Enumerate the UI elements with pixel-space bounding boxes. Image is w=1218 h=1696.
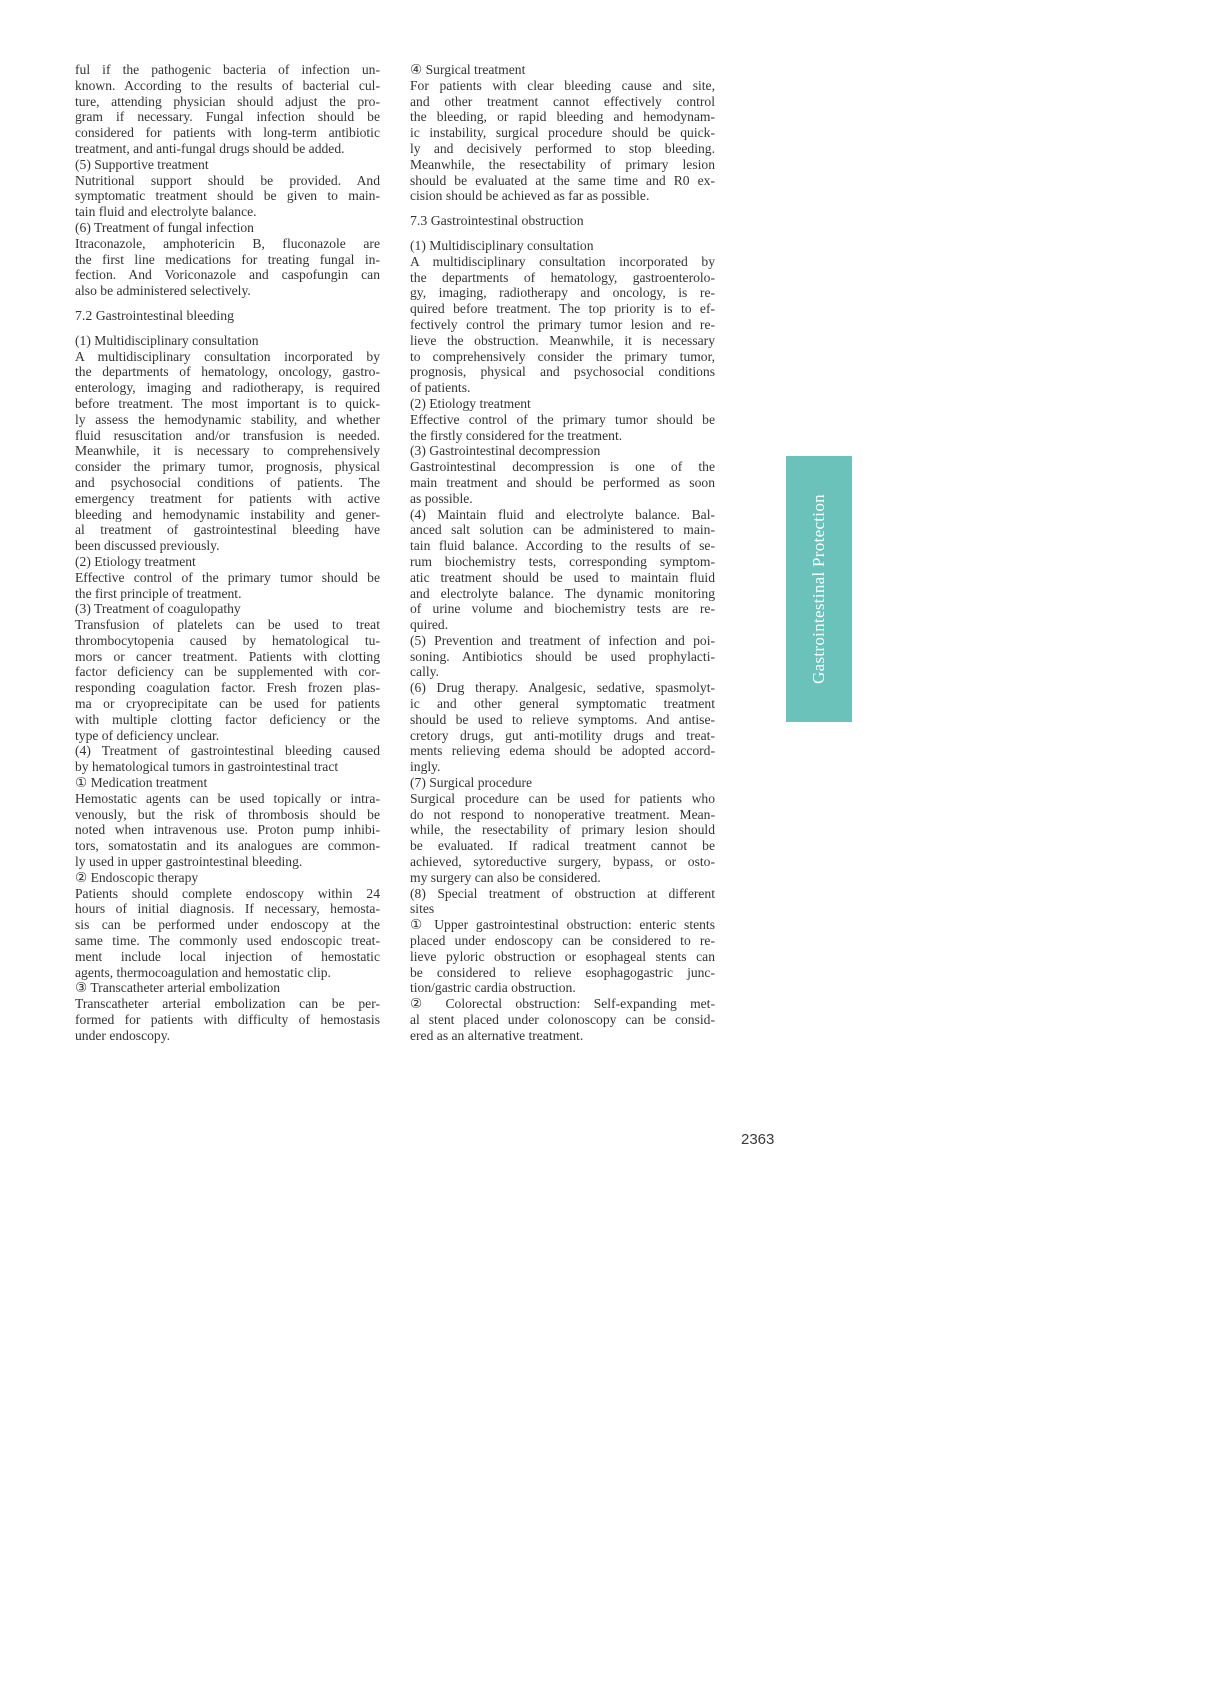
text-line: the bleeding, or rapid bleeding and hemodynam- bbox=[410, 109, 715, 125]
text-line: A multidisciplinary consultation incorporated by bbox=[410, 253, 715, 269]
text-line: (7) Surgical procedure bbox=[410, 775, 533, 791]
text-line: the departments of hematology, gastroenterolo- bbox=[410, 269, 715, 285]
text-line: (5) Prevention and treatment of infection and poi- bbox=[410, 632, 715, 648]
text-line: considered for patients with long-term antibiotic bbox=[75, 125, 380, 141]
text-line: (6) Treatment of fungal infection bbox=[75, 219, 254, 235]
text-line: by hematological tumors in gastrointestinal tract bbox=[75, 759, 339, 775]
text-line: to comprehensively consider the primary tumor, bbox=[410, 348, 715, 364]
text-line: ③ Transcatheter arterial embolization bbox=[75, 980, 281, 996]
text-line: sites bbox=[410, 901, 435, 917]
text-line: Hemostatic agents can be used topically or intra- bbox=[75, 790, 380, 806]
text-line: should be evaluated at the same time and R0 ex- bbox=[410, 172, 715, 188]
text-line: al treatment of gastrointestinal bleeding have bbox=[75, 522, 380, 538]
text-line: be evaluated. If radical treatment cannot be bbox=[410, 838, 715, 854]
text-line: gram if necessary. Fungal infection should be bbox=[75, 109, 380, 125]
text-line: of urine volume and biochemistry tests are re- bbox=[410, 601, 715, 617]
text-line: al stent placed under colonoscopy can be consid- bbox=[410, 1012, 715, 1028]
text-line: rum biochemistry tests, corresponding symptom- bbox=[410, 553, 715, 569]
text-line: the firstly considered for the treatment. bbox=[410, 427, 623, 443]
text-line: symptomatic treatment should be given to main- bbox=[75, 188, 380, 204]
text-line: hours of initial diagnosis. If necessary, hemosta- bbox=[75, 901, 380, 917]
text-line: (2) Etiology treatment bbox=[75, 553, 196, 569]
text-line: emergency treatment for patients with active bbox=[75, 490, 380, 506]
text-line: consider the primary tumor, prognosis, physical bbox=[75, 459, 380, 475]
text-line: ingly. bbox=[410, 759, 441, 775]
text-line: ④ Surgical treatment bbox=[410, 62, 526, 77]
text-line: ② Colorectal obstruction: Self-expanding met- bbox=[410, 996, 715, 1012]
text-line: ments relieving edema should be adopted accord- bbox=[410, 743, 715, 759]
text-line: sis can be performed under endoscopy at the bbox=[75, 917, 380, 933]
text-line: fluid resuscitation and/or transfusion is needed. bbox=[75, 427, 380, 443]
text-line: treatment, and anti-fungal drugs should be added. bbox=[75, 140, 345, 156]
text-line: (1) Multidisciplinary consultation bbox=[410, 237, 594, 253]
text-line: noted when intravenous use. Proton pump inhibi- bbox=[75, 822, 380, 838]
sidebar-tab-label: Gastrointestinal Protection bbox=[809, 494, 828, 684]
text-line: quired. bbox=[410, 617, 449, 633]
text-line: tors, somatostatin and its analogues are common- bbox=[75, 838, 380, 854]
text-line: lieve pyloric obstruction or esophageal stents can bbox=[410, 948, 715, 964]
text-line: ly used in upper gastrointestinal bleeding. bbox=[75, 854, 303, 870]
text-line: Effective control of the primary tumor should be bbox=[75, 569, 380, 585]
text-line: the first line medications for treating fungal in- bbox=[75, 251, 380, 267]
text-line: Patients should complete endoscopy within 24 bbox=[75, 885, 380, 901]
text-line: cision should be achieved as far as possible. bbox=[410, 188, 650, 204]
text-line: thrombocytopenia caused by hematological tu- bbox=[75, 632, 380, 648]
text-line: ① Medication treatment bbox=[75, 775, 208, 791]
text-line: ic instability, surgical procedure should be quick- bbox=[410, 125, 715, 141]
text-line: enterology, imaging and radiotherapy, is required bbox=[75, 380, 380, 396]
text-line: factor deficiency can be supplemented with cor- bbox=[75, 664, 380, 680]
text-line: (4) Maintain fluid and electrolyte balance. Bal- bbox=[410, 506, 715, 522]
text-line: my surgery can also be considered. bbox=[410, 869, 601, 885]
text-line: ered as an alternative treatment. bbox=[410, 1027, 584, 1043]
text-line: ly assess the hemodynamic stability, and whether bbox=[75, 411, 380, 427]
text-line: A multidisciplinary consultation incorporated by bbox=[75, 348, 380, 364]
sidebar-tab bbox=[786, 456, 852, 722]
left-column bbox=[75, 62, 380, 1044]
text-line: and psychosocial conditions of patients. The bbox=[75, 474, 380, 490]
text-line: Gastrointestinal decompression is one of the bbox=[410, 459, 715, 475]
text-line: (4) Treatment of gastrointestinal bleeding caused bbox=[75, 743, 380, 759]
text-line: type of deficiency unclear. bbox=[75, 727, 220, 743]
text-line: and electrolyte balance. The dynamic monitoring bbox=[410, 585, 715, 601]
text-line: Transcatheter arterial embolization can be per- bbox=[75, 996, 380, 1012]
text-line: ① Upper gastrointestinal obstruction: enteric stents bbox=[410, 917, 715, 933]
text-line: ture, attending physician should adjust the pro- bbox=[75, 93, 380, 109]
text-line: prognosis, physical and psychosocial conditions bbox=[410, 364, 715, 380]
text-line: Meanwhile, the resectability of primary lesion bbox=[410, 156, 715, 172]
text-line: venously, but the risk of thrombosis should be bbox=[75, 806, 380, 822]
text-line: atic treatment should be used to maintain fluid bbox=[410, 569, 715, 585]
text-line: tion/gastric cardia obstruction. bbox=[410, 980, 576, 996]
text-line: (3) Treatment of coagulopathy bbox=[75, 601, 241, 617]
text-line: (2) Etiology treatment bbox=[410, 395, 531, 411]
text-line: quired before treatment. The top priority is to ef- bbox=[410, 301, 715, 317]
text-line: tain fluid and electrolyte balance. bbox=[75, 204, 257, 220]
text-line: of patients. bbox=[410, 380, 471, 396]
text-line: Nutritional support should be provided. And bbox=[75, 172, 380, 188]
text-line: (5) Supportive treatment bbox=[75, 156, 209, 172]
text-line: main treatment and should be performed as soon bbox=[410, 474, 715, 490]
text-line: responding coagulation factor. Fresh frozen plas- bbox=[75, 680, 380, 696]
text-line: while, the resectability of primary lesion should bbox=[410, 822, 715, 838]
text-line: should be used to relieve symptoms. And antise- bbox=[410, 711, 715, 727]
text-line: Effective control of the primary tumor should be bbox=[410, 411, 715, 427]
text-line: (8) Special treatment of obstruction at different bbox=[410, 885, 715, 901]
text-line: bleeding and hemodynamic instability and gener- bbox=[75, 506, 380, 522]
text-line: as possible. bbox=[410, 490, 473, 506]
text-line: ful if the pathogenic bacteria of infection un- bbox=[75, 62, 380, 77]
text-line: formed for patients with difficulty of hemostasis bbox=[75, 1012, 380, 1028]
text-line: agents, thermocoagulation and hemostatic clip. bbox=[75, 964, 331, 980]
text-line: with multiple clotting factor deficiency or the bbox=[75, 711, 380, 727]
text-line: Transfusion of platelets can be used to treat bbox=[75, 617, 380, 633]
text-line: (1) Multidisciplinary consultation bbox=[75, 332, 259, 348]
text-line: the first principle of treatment. bbox=[75, 585, 242, 601]
text-line: and other treatment cannot effectively control bbox=[410, 93, 715, 109]
text-line: achieved, sytoreductive surgery, bypass, or osto- bbox=[410, 854, 715, 870]
text-line: Meanwhile, it is necessary to comprehensively bbox=[75, 443, 380, 459]
text-line: do not respond to nonoperative treatment. Mean- bbox=[410, 806, 715, 822]
text-line: (3) Gastrointestinal decompression bbox=[410, 443, 601, 459]
text-line: Surgical procedure can be used for patients who bbox=[410, 790, 715, 806]
text-line: cally. bbox=[410, 664, 439, 680]
text-line: been discussed previously. bbox=[75, 538, 220, 554]
text-line: soning. Antibiotics should be used prophylacti- bbox=[410, 648, 715, 664]
text-line: ma or cryoprecipitate can be used for patients bbox=[75, 696, 380, 712]
section-heading: 7.3 Gastrointestinal obstruction bbox=[410, 213, 584, 229]
text-line: (6) Drug therapy. Analgesic, sedative, spasmolyt- bbox=[410, 680, 715, 696]
text-line: ly and decisively performed to stop bleeding. bbox=[410, 140, 715, 156]
text-line: tain fluid balance. According to the results of se- bbox=[410, 538, 715, 554]
text-line: ② Endoscopic therapy bbox=[75, 869, 199, 885]
text-line: known. According to the results of bacterial cul- bbox=[75, 77, 380, 93]
text-line: mors or cancer treatment. Patients with clotting bbox=[75, 648, 380, 664]
text-line: anced salt solution can be administered to main- bbox=[410, 522, 715, 538]
text-line: cretory drugs, gut anti-motility drugs and treat- bbox=[410, 727, 715, 743]
text-line: under endoscopy. bbox=[75, 1027, 171, 1043]
text-line: ment include local injection of hemostatic bbox=[75, 948, 380, 964]
text-line: placed under endoscopy can be considered to re- bbox=[410, 933, 715, 949]
page-number: 2363 bbox=[741, 1131, 775, 1148]
text-line: gy, imaging, radiotherapy and oncology, is re- bbox=[410, 285, 715, 301]
text-line: fectively control the primary tumor lesion and re- bbox=[410, 316, 715, 332]
text-line: same time. The commonly used endoscopic treat- bbox=[75, 933, 380, 949]
text-line: Itraconazole, amphotericin B, fluconazole are bbox=[75, 235, 380, 251]
section-heading: 7.2 Gastrointestinal bleeding bbox=[75, 307, 235, 323]
text-line: the departments of hematology, oncology, gastro- bbox=[75, 364, 380, 380]
text-line: lieve the obstruction. Meanwhile, it is necessary bbox=[410, 332, 715, 348]
text-line: ic and other general symptomatic treatment bbox=[410, 696, 715, 712]
text-line: For patients with clear bleeding cause and site, bbox=[410, 77, 715, 93]
text-line: be considered to relieve esophagogastric junc- bbox=[410, 964, 715, 980]
right-column bbox=[410, 62, 715, 1044]
text-line: also be administered selectively. bbox=[75, 283, 251, 299]
text-line: fection. And Voriconazole and caspofungin can bbox=[75, 267, 380, 283]
text-line: before treatment. The most important is to quick- bbox=[75, 395, 380, 411]
